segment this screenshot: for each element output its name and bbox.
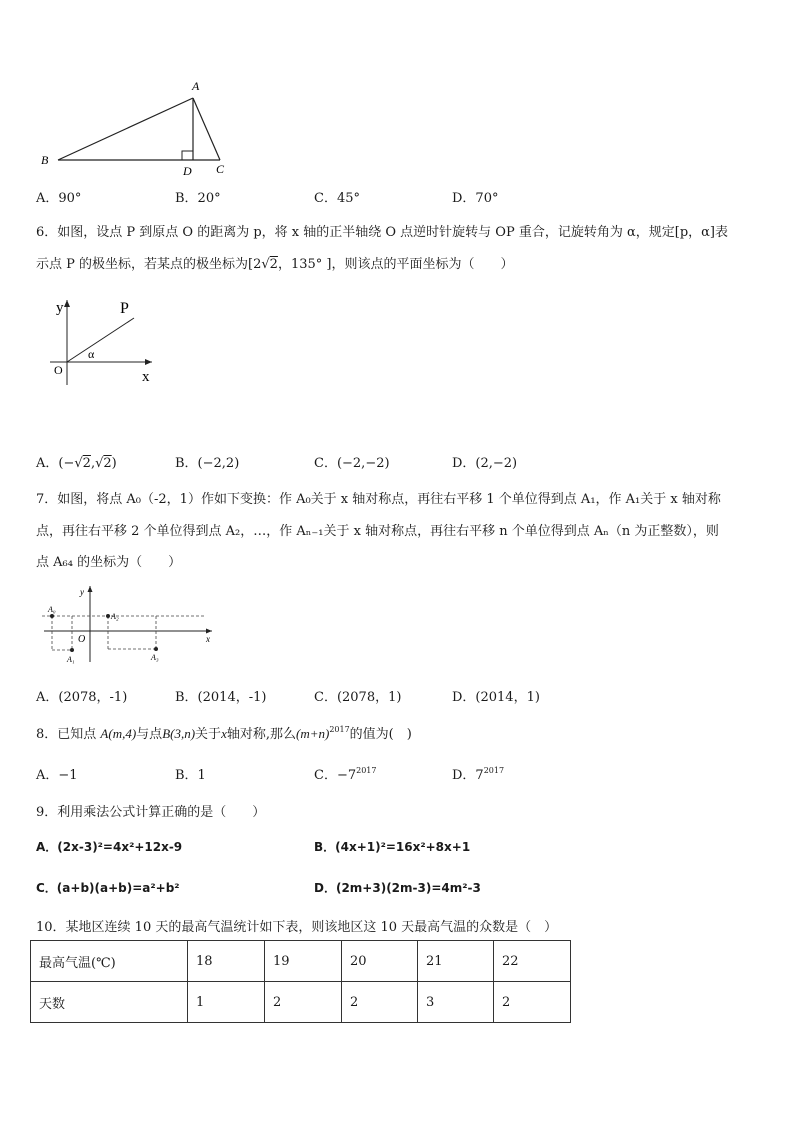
q6-a-mid: , [90, 456, 96, 471]
q7-line-2: 点，再往右平移 2 个单位得到点 A₂，…，作 Aₙ₋₁关于 x 轴对称点，再往右平移 n 个单位得到点 Aₙ（n 为正整数），则 [36, 524, 719, 539]
polar-figure [48, 292, 168, 387]
segment-ba [58, 98, 193, 160]
q9-option-a[interactable]: A．(2x-3)²=4x²+12x-9 [36, 840, 183, 854]
table-cell: 1 [188, 982, 265, 1023]
table-cell-days-label: 天数 [31, 982, 188, 1023]
q7-option-b[interactable]: B．(2014，-1) [175, 690, 267, 705]
q10-text: 10．某地区连续 10 天的最高气温统计如下表，则该地区这 10 天最高气温的众数是（ ） [36, 920, 558, 935]
table-cell-header-label: 最高气温(℃) [31, 941, 188, 982]
label-d: D [183, 164, 192, 178]
q6-option-b[interactable]: B．(−2,2) [175, 456, 240, 471]
table-cell: 18 [188, 941, 265, 982]
q7-line-1: 7．如图，将点 A₀（-2，1）作如下变换：作 A₀关于 x 轴对称点，再往右平移 1 个单位得到点 A₁，作 A₁关于 x 轴对称 [36, 492, 721, 507]
table-cell: 22 [494, 941, 571, 982]
q6-line-1: 6．如图，设点 P 到原点 O 的距离为 p，将 x 轴的正半轴绕 O 点逆时针旋转与 OP 重合，记旋转角为 α，规定[p，α]表 [36, 225, 729, 240]
polar-alpha-label: α [88, 347, 95, 361]
q7-line-3: 点 A₆₄ 的坐标为（ ） [36, 555, 182, 570]
table-cell: 3 [418, 982, 494, 1023]
q8-point-b: B(3,n) [162, 726, 196, 741]
q8-option-c[interactable] [314, 764, 376, 783]
q8-exp: 2017 [329, 725, 350, 734]
temperature-table [30, 940, 571, 1023]
segment-ac [193, 98, 220, 160]
q5-option-b[interactable]: B．20° [175, 191, 221, 206]
q9-option-b[interactable]: B．(4x+1)²=16x²+8x+1 [314, 840, 471, 854]
q8-text [36, 723, 412, 742]
q6-option-c[interactable]: C．(−2,−2) [314, 456, 390, 471]
table-row [31, 982, 571, 1023]
q8-option-d[interactable] [452, 764, 504, 783]
q9-option-d[interactable]: D．(2m+3)(2m-3)=4m²-3 [314, 881, 481, 895]
table-row [31, 941, 571, 982]
label-a1: A₁ [67, 655, 75, 664]
q8-c-base: C．−7 [314, 768, 357, 783]
q8-point-a: A(m,4) [100, 726, 137, 741]
q8-mid3: 轴对称,那么 [226, 727, 296, 742]
point-a0 [50, 614, 54, 618]
grid-o-label: O [78, 634, 86, 645]
right-angle-mark [182, 151, 193, 160]
sqrt-icon: √ [74, 456, 83, 471]
q8-option-a[interactable]: A．−1 [36, 768, 78, 783]
point-a2 [106, 614, 110, 618]
q6-a-post: ) [111, 456, 117, 471]
label-c: C [216, 162, 225, 176]
sqrt-icon: √ [261, 257, 270, 272]
polar-y-label: y [56, 300, 64, 316]
q6-option-a[interactable] [36, 452, 117, 471]
q5-option-c[interactable]: C．45° [314, 191, 360, 206]
q6-sqrt-value: 2 [269, 257, 278, 272]
q8-d-base: D．7 [452, 768, 484, 783]
table-cell: 21 [418, 941, 494, 982]
q7-option-a[interactable]: A．(2078，-1) [36, 690, 128, 705]
table-cell: 2 [342, 982, 418, 1023]
point-a1 [70, 648, 74, 652]
polar-x-label: x [142, 369, 150, 385]
table-cell: 19 [265, 941, 342, 982]
table-cell: 2 [265, 982, 342, 1023]
polar-p-label: P [120, 300, 129, 317]
q6-line-2 [36, 253, 513, 272]
grid-y-label: y [80, 587, 84, 597]
table-cell: 20 [342, 941, 418, 982]
q6-a-root2: 2 [103, 456, 112, 471]
q6-line-2a: 示点 P 的极坐标，若某点的极坐标为[2 [36, 257, 262, 272]
table-cell: 2 [494, 982, 571, 1023]
label-a2: A₂ [111, 612, 119, 621]
q9-option-c[interactable]: C．(a+b)(a+b)=a²+b² [36, 881, 180, 895]
q5-option-d[interactable]: D．70° [452, 191, 499, 206]
sqrt-icon: √ [95, 456, 104, 471]
q6-option-d[interactable]: D．(2,−2) [452, 456, 518, 471]
segment-op [67, 318, 134, 362]
translation-figure [38, 582, 218, 664]
q8-mid1: 与点 [136, 727, 163, 742]
q8-c-exp: 2017 [356, 766, 377, 775]
label-a0: A₀ [48, 605, 56, 614]
q5-option-a[interactable]: A．90° [36, 191, 82, 206]
q8-d-exp: 2017 [483, 766, 505, 775]
label-a3: A₃ [151, 653, 159, 662]
q8-axis: x [221, 726, 227, 741]
q6-a-root1: 2 [82, 456, 91, 471]
q8-expr: (m+n) [295, 726, 330, 741]
polar-o-label: O [54, 363, 63, 377]
q8-mid2: 关于 [195, 727, 222, 742]
grid-x-label: x [206, 634, 210, 644]
q7-option-c[interactable]: C．(2078，1) [314, 690, 402, 705]
q7-option-d[interactable]: D．(2014，1) [452, 690, 540, 705]
q6-line-2b: ，135° ]，则该点的平面坐标为（ ） [277, 257, 514, 272]
q6-a-pre: A．(− [36, 456, 75, 471]
q9-text: 9．利用乘法公式计算正确的是（ ） [36, 805, 266, 820]
q8-post: 的值为( ) [349, 727, 412, 742]
point-a3 [154, 647, 158, 651]
q8-option-b[interactable]: B．1 [175, 768, 206, 783]
triangle-figure [36, 78, 236, 180]
label-b: B [41, 153, 49, 167]
q8-pre: 8．已知点 [36, 727, 97, 742]
label-a: A [192, 79, 200, 93]
